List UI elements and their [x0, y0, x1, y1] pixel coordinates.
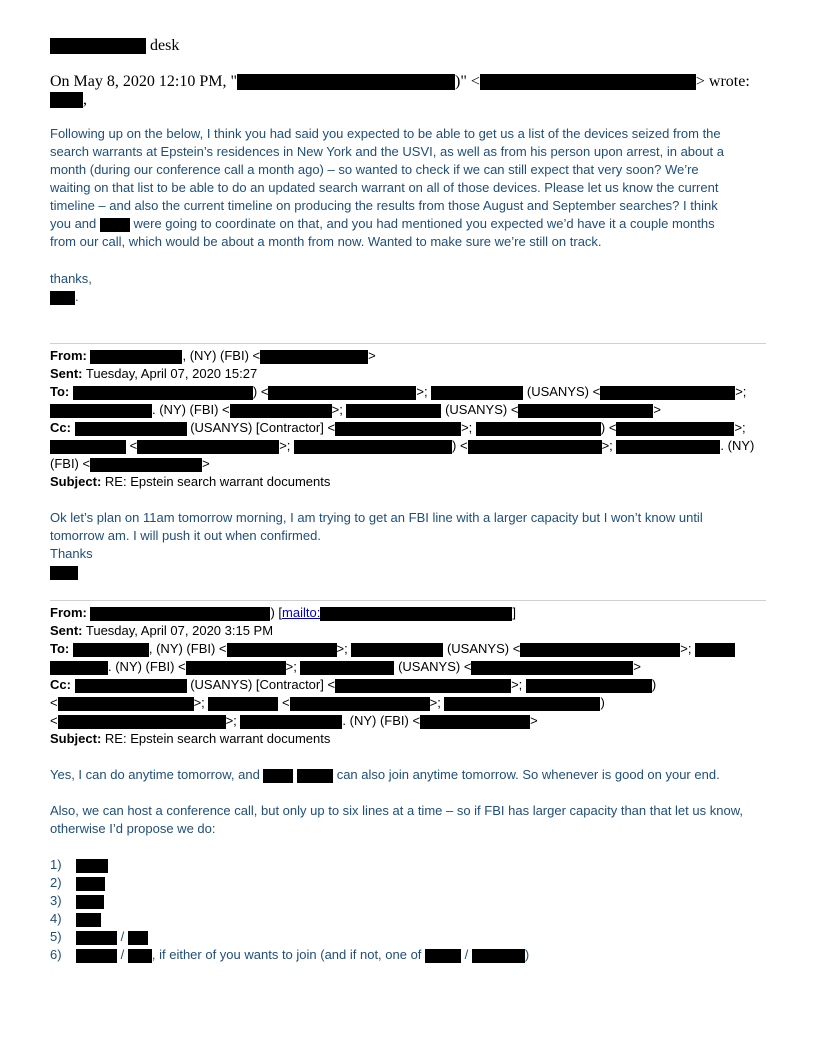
- ny-fbi-text: . (NY) (FBI) <: [152, 402, 230, 417]
- list-item: [50, 911, 101, 927]
- sent-label: Sent:: [50, 366, 83, 381]
- redaction: [346, 404, 441, 418]
- redaction: [600, 386, 735, 400]
- redaction: [300, 661, 394, 675]
- redaction: [227, 643, 337, 657]
- list-number: 4): [50, 911, 62, 926]
- body-line: from our call, which would be about a month from now. Wanted to make sure we’re still on track.: [50, 234, 602, 249]
- redaction: [208, 697, 278, 711]
- redaction: [76, 895, 104, 909]
- text: you and: [50, 216, 97, 231]
- redaction: [260, 350, 368, 364]
- body-line: search warrants at Epstein’s residences in New York and the USVI, as well as from his person upon arrest, in about a: [50, 144, 724, 159]
- on-date-text: On May 8, 2020 12:10 PM, ": [50, 73, 237, 90]
- to-label: To:: [50, 641, 70, 656]
- redaction: [351, 643, 443, 657]
- to-line-cont: . (NY) (FBI) < >; (USANYS) < >: [50, 402, 661, 418]
- redaction: [128, 931, 148, 945]
- redaction: [90, 458, 202, 472]
- from-text: , (NY) (FBI) <: [182, 348, 261, 363]
- redaction: [420, 715, 530, 729]
- redaction: [186, 661, 286, 675]
- usanys-text: (USANYS) <: [398, 659, 472, 674]
- redaction: [240, 715, 342, 729]
- list-number: 5): [50, 929, 62, 944]
- redaction: [75, 679, 187, 693]
- cc-line-cont2: (FBI) < >: [50, 456, 210, 471]
- redaction: [73, 386, 253, 400]
- paren: ): [524, 947, 530, 962]
- dot: .: [75, 289, 79, 304]
- contractor-text: (USANYS) [Contractor] <: [190, 677, 336, 692]
- cc-line: Cc: (USANYS) [Contractor] < >; ) < >;: [50, 420, 746, 435]
- redaction: [425, 949, 461, 963]
- subject-label: Subject:: [50, 731, 102, 746]
- redaction: [616, 440, 720, 454]
- header-line: [50, 37, 179, 55]
- usanys-text: (USANYS) <: [526, 384, 601, 399]
- redaction: [526, 679, 652, 693]
- redaction: [76, 949, 117, 963]
- fbi-text: (FBI) <: [50, 456, 91, 471]
- redaction: [237, 74, 455, 90]
- ny-fbi-text: . (NY) (FBI) <: [342, 713, 421, 728]
- redaction: [297, 769, 333, 783]
- redaction: [444, 697, 600, 711]
- redaction: [137, 440, 279, 454]
- redaction: [480, 74, 696, 90]
- body-line: [50, 767, 720, 783]
- slash: /: [464, 947, 469, 962]
- comma: ,: [83, 91, 87, 108]
- redaction: [58, 697, 194, 711]
- to-line: To: ) < >; (USANYS) < >;: [50, 384, 747, 399]
- body-line: [50, 216, 715, 232]
- text: Yes, I can do anytime tomorrow, and: [50, 767, 260, 782]
- redaction: [695, 643, 735, 657]
- to-line: To: , (NY) (FBI) < >; (USANYS) < >;: [50, 641, 735, 657]
- redaction: [320, 607, 512, 621]
- text: can also join anytime tomorrow. So whenever is good on your end.: [336, 767, 720, 782]
- from-line: From: , (NY) (FBI) < >: [50, 348, 376, 363]
- cc-line-cont2: < >; . (NY) (FBI) < >: [50, 713, 538, 728]
- list-item: [50, 875, 105, 891]
- redaction: [50, 291, 75, 305]
- redaction: [616, 422, 734, 436]
- cc-line-cont: < >; < >; ): [50, 695, 605, 710]
- cc-line-cont: < >; ) < >; . (NY): [50, 438, 754, 454]
- ny-text: . (NY): [720, 438, 755, 453]
- salutation: [50, 91, 87, 109]
- slash: /: [120, 947, 125, 962]
- redaction: [75, 422, 187, 436]
- redaction: [335, 679, 511, 693]
- redaction: [50, 92, 83, 108]
- body-line: Also, we can host a conference call, but only up to six lines at a time – so if FBI has larger capacity than that let us know,: [50, 803, 743, 818]
- signature: [50, 289, 79, 305]
- quote-mid: )" <: [454, 73, 480, 90]
- sent-label: Sent:: [50, 623, 83, 638]
- list-item: [50, 947, 529, 963]
- cc-label: Cc:: [50, 420, 71, 435]
- ny-fbi-text: , (NY) (FBI) <: [148, 641, 227, 656]
- ny-fbi-text: . (NY) (FBI) <: [108, 659, 186, 674]
- redaction: [518, 404, 653, 418]
- redaction: [468, 440, 602, 454]
- subject-value: RE: Epstein search warrant documents: [104, 731, 331, 746]
- from-label: From:: [50, 348, 87, 363]
- cc-label: Cc:: [50, 677, 71, 692]
- wrote-label: > wrote:: [695, 73, 750, 90]
- redaction: [471, 661, 633, 675]
- body-line: Ok let’s plan on 11am tomorrow morning, I am trying to get an FBI line with a larger capacity but I won’t know until: [50, 510, 703, 525]
- divider: [50, 600, 766, 601]
- list-item: [50, 929, 148, 945]
- redaction: [50, 440, 126, 454]
- redaction: [268, 386, 416, 400]
- to-label: To:: [50, 384, 70, 399]
- list-item: [50, 893, 104, 909]
- body-line: timeline – and also the current timeline on producing the results from those August and September searches? I think: [50, 198, 718, 213]
- body-line: tomorrow am. I will push it out when confirmed.: [50, 528, 321, 543]
- redaction: [90, 350, 182, 364]
- subject-value: RE: Epstein search warrant documents: [104, 474, 331, 489]
- list-number: 3): [50, 893, 62, 908]
- redaction: [128, 949, 152, 963]
- list-number: 6): [50, 947, 62, 962]
- signoff: Thanks: [50, 546, 93, 561]
- redaction: [476, 422, 601, 436]
- usanys-text: (USANYS) <: [446, 641, 521, 656]
- slash: /: [120, 929, 125, 944]
- sent-line: [50, 366, 257, 381]
- redaction: [76, 931, 117, 945]
- sent-value: Tuesday, April 07, 2020 15:27: [85, 366, 258, 381]
- redaction: [50, 566, 78, 580]
- usanys-text: (USANYS) <: [445, 402, 519, 417]
- subject-line: [50, 731, 330, 746]
- from-line: From: ) [mailto: ]: [50, 605, 516, 620]
- redaction: [76, 859, 108, 873]
- redaction: [50, 38, 146, 54]
- redaction: [290, 697, 430, 711]
- sent-value: Tuesday, April 07, 2020 3:15 PM: [85, 623, 274, 638]
- divider: [50, 343, 766, 344]
- redaction: [76, 913, 101, 927]
- body-line: waiting on that list to be able to do an updated search warrant on all of those devices. Please let us know the current: [50, 180, 719, 195]
- subject-line: [50, 474, 330, 489]
- mailto-link[interactable]: mailto:: [282, 605, 321, 620]
- to-line-cont: . (NY) (FBI) < >; (USANYS) < >: [50, 659, 641, 675]
- redaction: [335, 422, 461, 436]
- sent-line: [50, 623, 273, 638]
- redaction: [100, 218, 130, 232]
- redaction: [76, 877, 105, 891]
- redaction: [50, 661, 108, 675]
- cc-line: Cc: (USANYS) [Contractor] < >; ): [50, 677, 657, 692]
- redaction: [230, 404, 332, 418]
- body-line: otherwise I’d propose we do:: [50, 821, 216, 836]
- redaction: [472, 949, 525, 963]
- quoted-intro-line: [50, 73, 750, 91]
- redaction: [431, 386, 523, 400]
- redaction: [58, 715, 226, 729]
- body-line: month (during our conference call a month ago) – so wanted to check if we can still expect that very soon? We’re: [50, 162, 699, 177]
- redaction: [294, 440, 452, 454]
- redaction: [50, 404, 152, 418]
- list-item: [50, 857, 108, 873]
- redaction: [90, 607, 270, 621]
- redaction: [520, 643, 680, 657]
- desk-label: desk: [150, 37, 180, 54]
- signature: [50, 564, 78, 580]
- redaction: [263, 769, 293, 783]
- contractor-text: (USANYS) [Contractor] <: [190, 420, 336, 435]
- redaction: [73, 643, 149, 657]
- text: were going to coordinate on that, and you had mentioned you expected we’d have it a couple months: [133, 216, 715, 231]
- signoff: thanks,: [50, 271, 92, 286]
- list-number: 1): [50, 857, 62, 872]
- from-label: From:: [50, 605, 87, 620]
- text: , if either of you wants to join (and if not, one of: [151, 947, 422, 962]
- subject-label: Subject:: [50, 474, 102, 489]
- body-line: Following up on the below, I think you had said you expected to be able to get us a list of the devices seized from the: [50, 126, 721, 141]
- list-number: 2): [50, 875, 62, 890]
